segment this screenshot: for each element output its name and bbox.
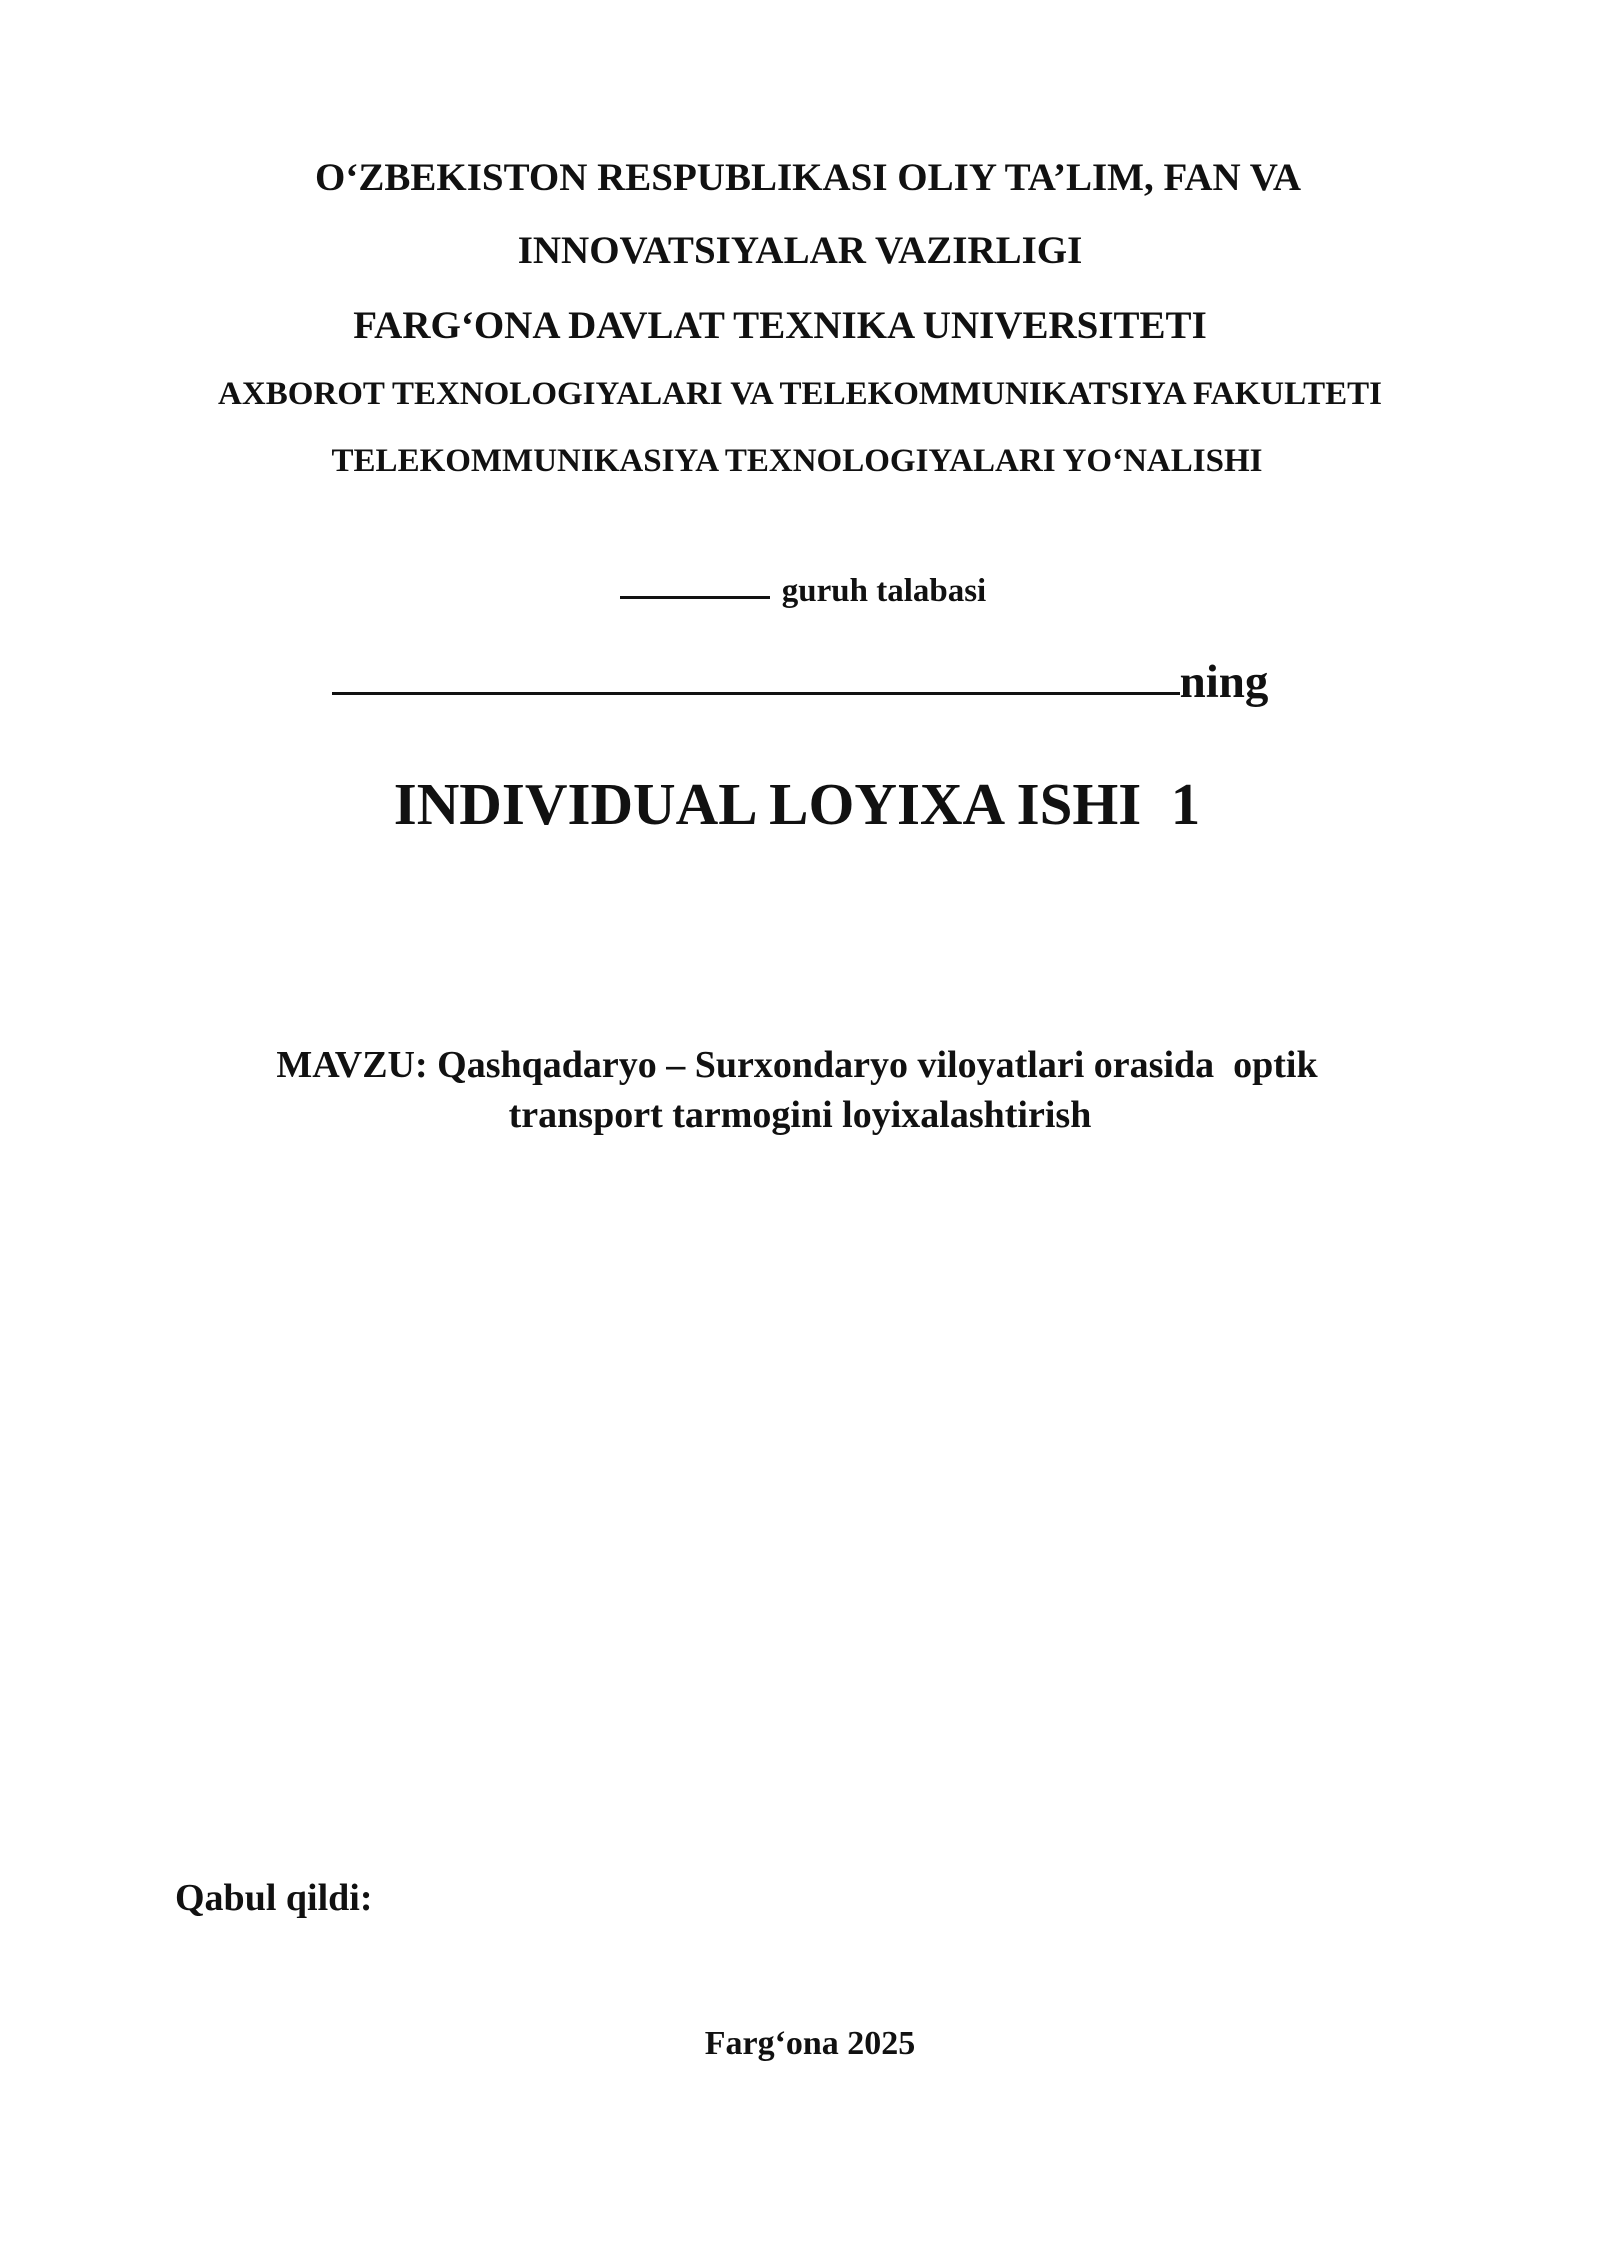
topic-line-2: transport tarmogini loyixalashtirish [508, 1094, 1092, 1136]
document-title: INDIVIDUAL LOYIXA ISHI 1 [393, 771, 1201, 837]
faculty-name: AXBOROT TEXNOLOGIYALARI VA TELEKOMMUNIKATSIYA FAKULTETI [218, 376, 1382, 412]
topic-line-1: MAVZU: Qashqadaryo – Surxondaryo viloyatlari orasida optik [276, 1044, 1318, 1086]
group-blank [620, 595, 770, 599]
university-name: FARG‘ONA DAVLAT TEXNIKA UNIVERSITETI [353, 304, 1207, 347]
name-blank [332, 691, 1180, 695]
direction-name: TELEKOMMUNIKASIYA TEXNOLOGIYALARI YO‘NALISHI [331, 443, 1263, 479]
ministry-line-1: O‘ZBEKISTON RESPUBLIKASI OLIY TA’LIM, FAN VA [315, 156, 1302, 199]
student-name-line [0, 655, 1600, 709]
ministry-line-2: INNOVATSIYALAR VAZIRLIGI [517, 229, 1083, 272]
accepted-label: Qabul qildi: [175, 1877, 373, 1919]
student-group-line [3, 573, 1600, 610]
group-suffix: guruh talabasi [781, 573, 987, 609]
name-suffix: ning [1179, 656, 1269, 708]
place-year: Farg‘ona 2025 [704, 2025, 916, 2062]
